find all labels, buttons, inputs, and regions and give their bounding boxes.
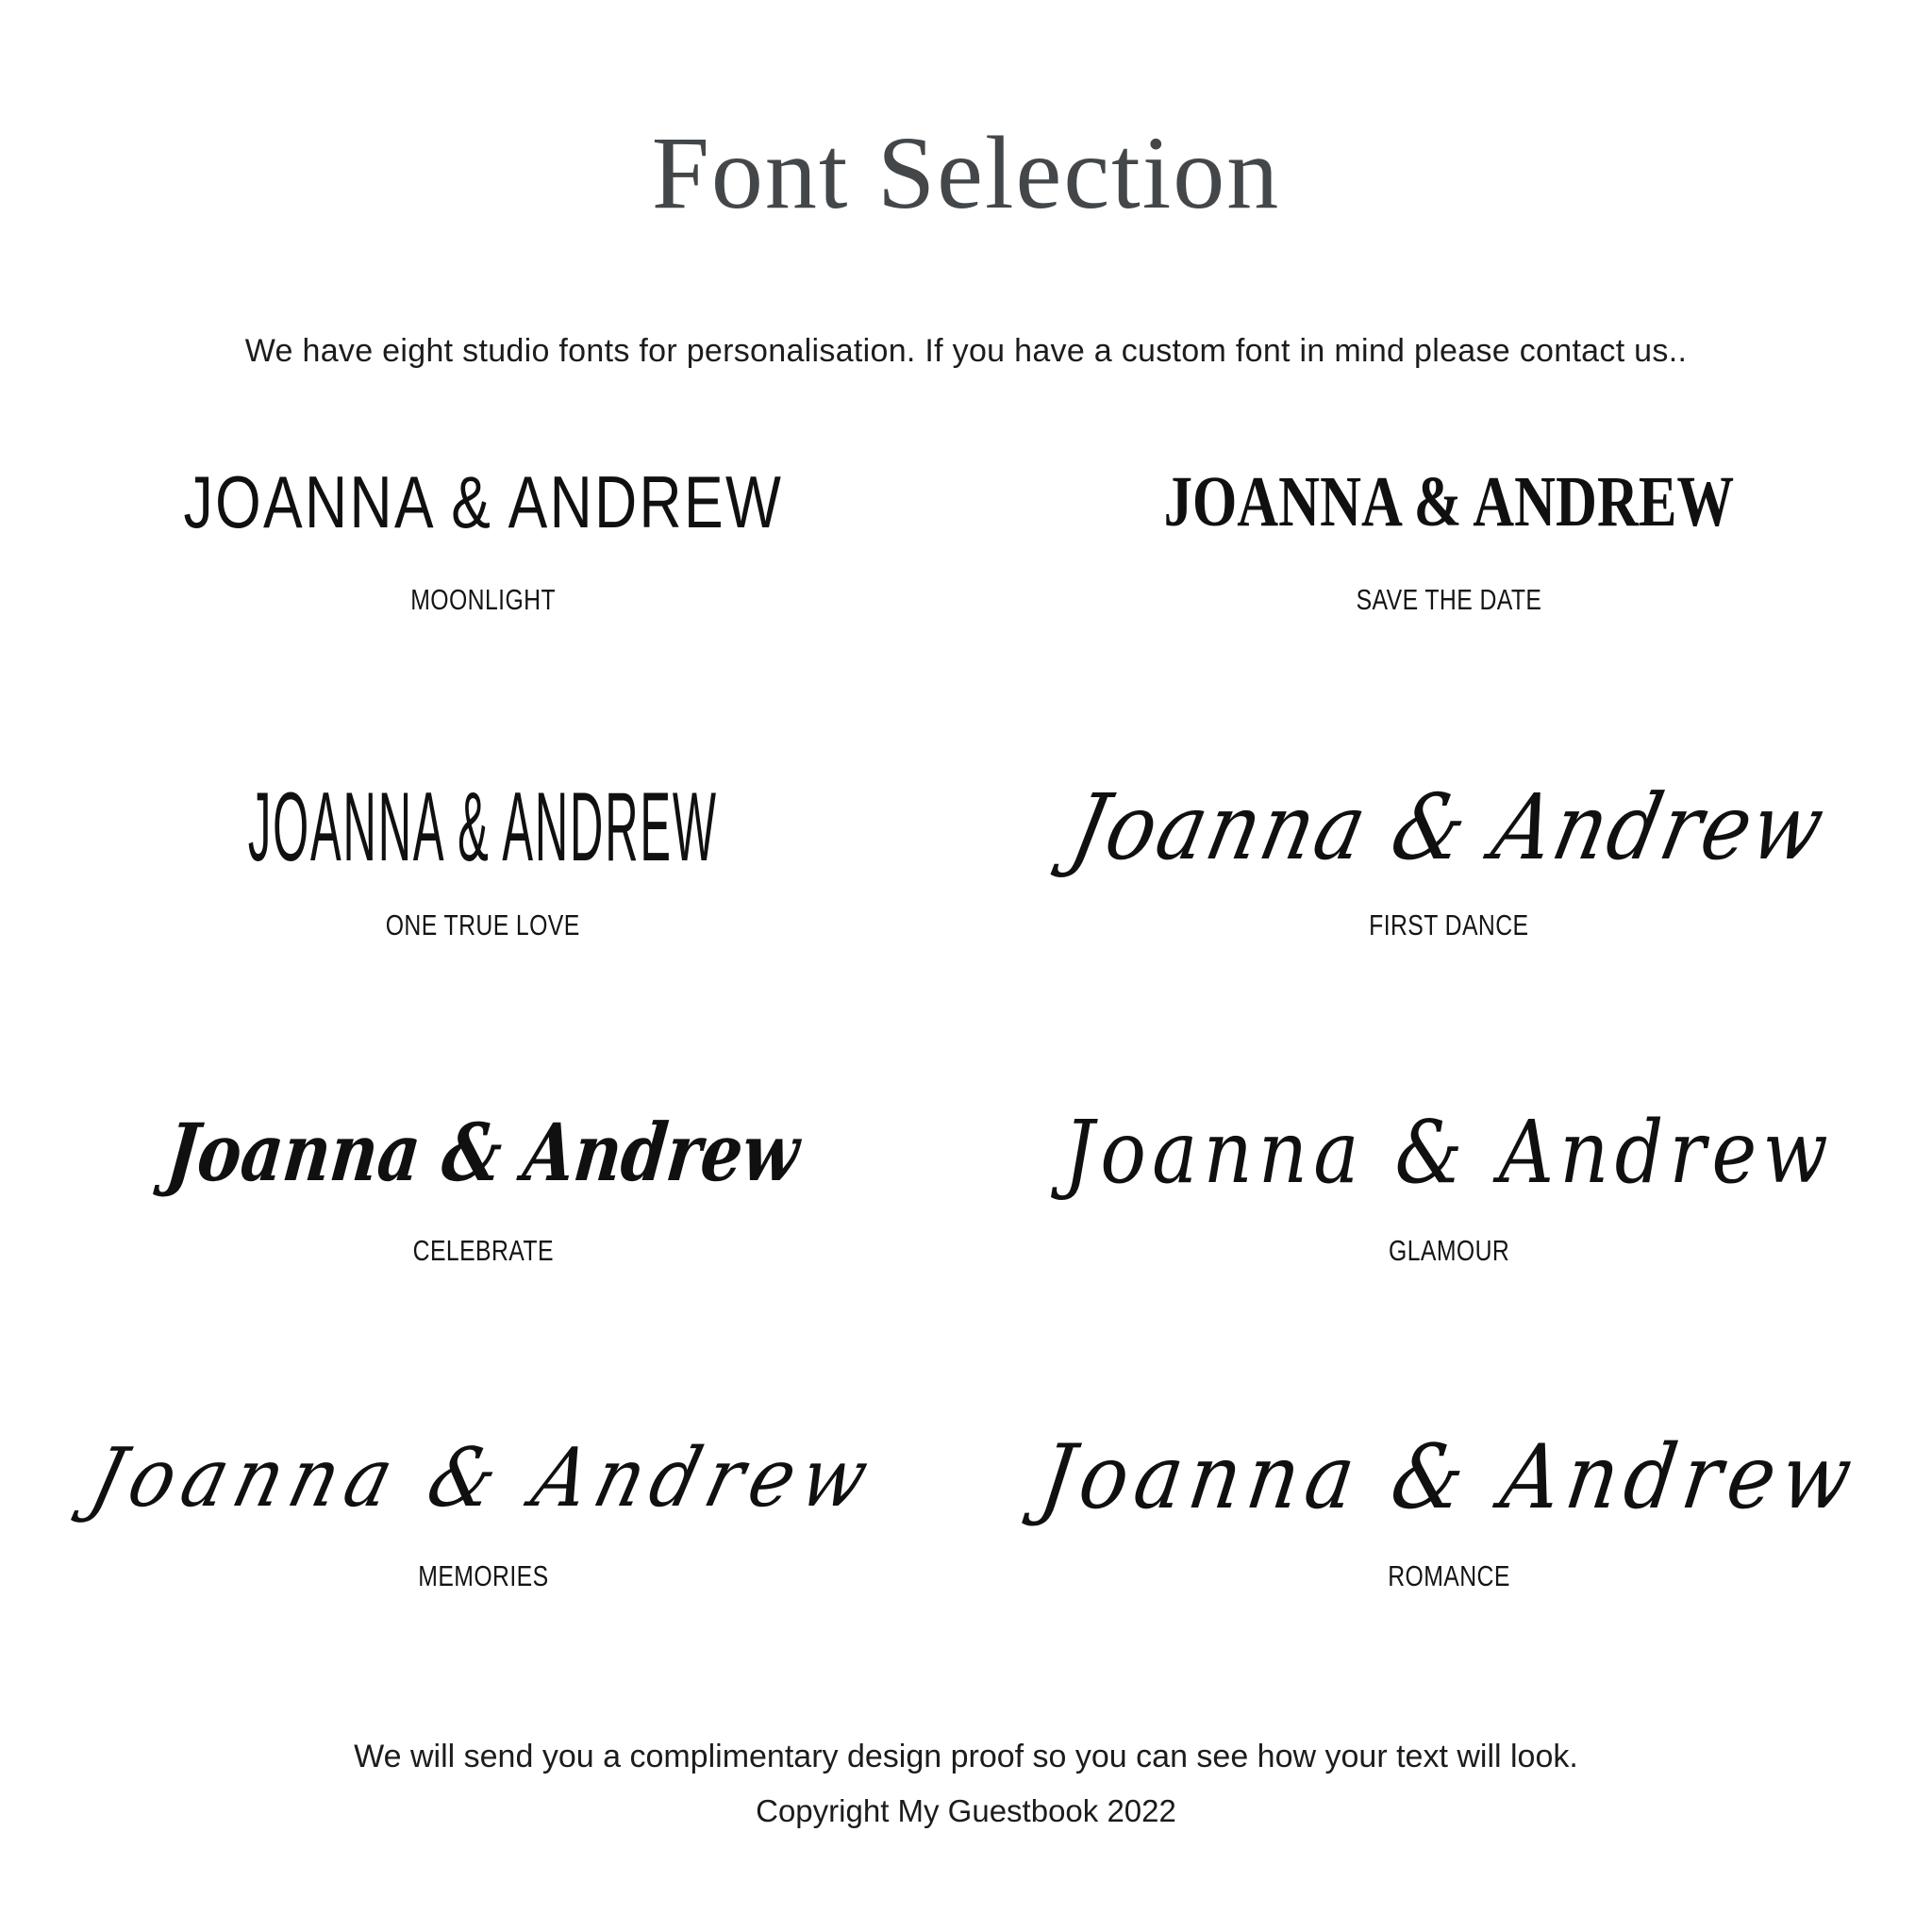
font-sample-first-dance	[966, 759, 1932, 1085]
font-sample-moonlight	[0, 434, 966, 759]
font-sample-celebrate	[0, 1085, 966, 1410]
font-name-moonlight: MOONLIGHT	[410, 583, 556, 616]
sample-text-moonlight: JOANNA & ANDREW	[183, 460, 783, 543]
font-name-celebrate: CELEBRATE	[412, 1234, 554, 1267]
sample-wrap	[966, 1422, 1932, 1535]
font-name-glamour: GLAMOUR	[1388, 1234, 1510, 1267]
proof-note: We will send you a complimentary design proof so you can see how your text will look.	[354, 1739, 1578, 1774]
sample-text-celebrate: Joanna & Andrew	[162, 1106, 804, 1199]
font-name-first-dance: FIRST DANCE	[1369, 908, 1529, 941]
font-sample-glamour	[966, 1085, 1932, 1410]
font-samples-grid	[0, 434, 1932, 1736]
copyright-line: Copyright My Guestbook 2022	[756, 1793, 1176, 1828]
sample-text-save-the-date: JOANNA & ANDREW	[1163, 462, 1735, 541]
font-sample-one-true-love	[0, 759, 966, 1085]
sample-text-glamour: Joanna & Andrew	[1063, 1102, 1835, 1203]
font-sample-save-the-date	[966, 434, 1932, 759]
page-title: Font Selection	[651, 115, 1281, 230]
sample-text-memories: Joanna & Andrew	[80, 1431, 886, 1525]
sample-wrap	[0, 771, 966, 884]
font-name-one-true-love: ONE TRUE LOVE	[386, 908, 580, 941]
font-name-save-the-date: SAVE THE DATE	[1356, 583, 1542, 616]
sample-wrap	[966, 445, 1932, 558]
sample-wrap	[0, 1422, 966, 1535]
intro-text: We have eight studio fonts for personalisation. If you have a custom font in mind please contact us..	[244, 333, 1688, 369]
font-sample-memories	[0, 1410, 966, 1736]
sample-wrap	[0, 1096, 966, 1209]
font-name-romance: ROMANCE	[1388, 1559, 1510, 1592]
sample-text-one-true-love: JOANNA & ANDREW	[247, 773, 719, 882]
sample-wrap	[966, 1096, 1932, 1209]
font-sample-romance	[966, 1410, 1932, 1736]
sample-wrap	[966, 771, 1932, 884]
sample-text-romance: Joanna & Andrew	[1034, 1426, 1864, 1529]
font-name-memories: MEMORIES	[417, 1559, 549, 1592]
sample-text-first-dance: Joanna & Andrew	[1062, 774, 1836, 880]
sample-wrap	[0, 445, 966, 558]
